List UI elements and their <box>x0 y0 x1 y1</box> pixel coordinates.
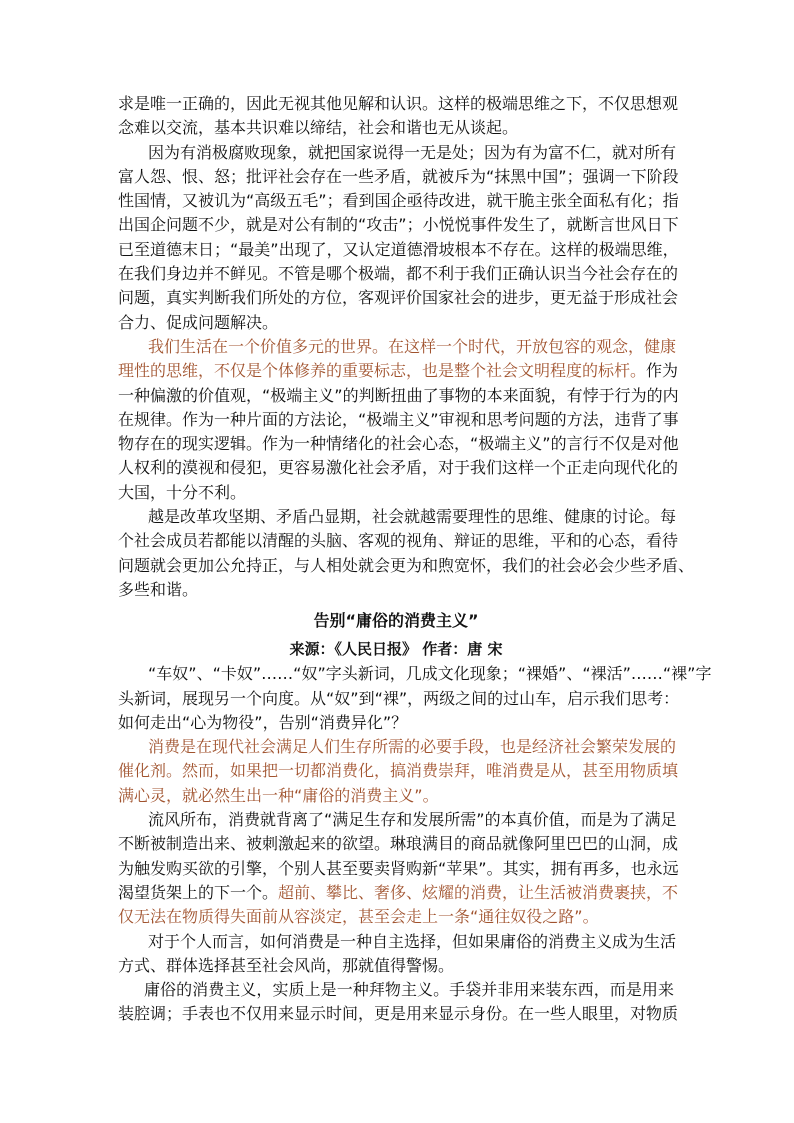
text-line: 念难以交流，基本共识难以缔结，社会和谐也无从谈起。 <box>118 118 519 138</box>
highlighted-text: 超前、攀比、奢侈、炫耀的消费，让生活被消费裹挟，不 <box>278 882 679 902</box>
text-line: 为触发购买欲的引擎，个别人甚至要卖肾购新“苹果”。其实，拥有再多，也永远 <box>118 858 679 878</box>
text-line: 头新词，展现另一个向度。从“奴”到“裸”，两级之间的过山车，启示我们思考： <box>118 688 680 708</box>
text-line: 富人怨、恨、怒；批评社会存在一些矛盾，就被斥为“抹黑中国”；强调一下阶段 <box>118 166 679 186</box>
text-line: 如何走出“心为物役”，告别“消费异化”？ <box>118 712 408 732</box>
highlighted-text: 理性的思维，不仅是个体修养的重要标志，也是整个社会文明程度的标杆。 <box>118 361 647 381</box>
text-line: 合力、促成问题解决。 <box>118 312 279 332</box>
text-line: 物存在的现实逻辑。作为一种情绪化的社会心态，“极端主义”的言行不仅是对他 <box>118 434 679 454</box>
text-line: 越是改革攻坚期、矛盾凸显期，社会就越需要理性的思维、健康的讨论。每 <box>148 507 677 527</box>
paragraph <box>118 662 712 735</box>
paragraph <box>118 735 679 808</box>
highlighted-text-line: 消费是在现代社会满足人们生存所需的必要手段，也是经济社会繁荣发展的 <box>148 737 677 757</box>
paragraph <box>118 92 679 141</box>
text-line: 性国情，又被讥为“高级五毛”；看到国企亟待改进，就干脆主张全面私有化；指 <box>118 191 679 211</box>
text-line: 已至道德末日；“最美”出现了，又认定道德滑坡根本不存在。这样的极端思维， <box>118 239 679 259</box>
text-line: 因为有消极腐败现象，就把国家说得一无是处；因为有为富不仁，就对所有 <box>148 142 677 162</box>
highlighted-text-line: 仅无法在物质得失面前从容淡定，甚至会走上一条“通往奴役之路”。 <box>118 907 599 927</box>
highlighted-text-line: 我们生活在一个价值多元的世界。在这样一个时代，开放包容的观念，健康 <box>148 336 677 356</box>
paragraph <box>118 505 695 602</box>
text-line: 问题就会更加公允持正，与人相处就会更为和煦宽怀，我们的社会必会少些矛盾、 <box>118 555 695 575</box>
paragraph <box>118 808 679 929</box>
text-line: 对于个人而言，如何消费是一种自主选择，但如果庸俗的消费主义成为生活 <box>148 931 677 951</box>
highlighted-text-line: 催化剂。然而，如果把一切都消费化，搞消费崇拜，唯消费是从，甚至用物质填 <box>118 761 679 781</box>
text-line: 多些和谐。 <box>118 579 199 599</box>
text-line: 在我们身边并不鲜见。不管是哪个极端，都不利于我们正确认识当今社会存在的 <box>118 264 679 284</box>
paragraph <box>118 335 679 505</box>
text-line: 个社会成员若都能以清醒的头脑、客观的视角、辩证的思维，平和的心态，看待 <box>118 531 679 551</box>
text-line: 出国企问题不少，就是对公有制的“攻击”；小悦悦事件发生了，就断言世风日下 <box>118 215 679 235</box>
paragraph <box>118 978 679 1027</box>
text-line: “车奴”、“卡奴”……“奴”字头新词，几成文化现象；“裸婚”、“裸活”……“裸”字 <box>148 664 712 684</box>
text-line <box>118 359 679 383</box>
highlighted-text-line: 满心灵，就必然生出一种“庸俗的消费主义”。 <box>118 785 439 805</box>
text-line: 问题，真实判断我们所处的方位，客观评价国家社会的进步，更无益于形成社会 <box>118 288 679 308</box>
text-line: 求是唯一正确的，因此无视其他见解和认识。这样的极端思维之下，不仅思想观 <box>118 94 679 113</box>
paragraph <box>118 930 677 979</box>
text-line: 大国，十分不利。 <box>118 482 247 502</box>
paragraph <box>118 141 679 335</box>
text-line: 一种偏激的价值观，“极端主义”的判断扭曲了事物的本来面貌，有悖于行为的内 <box>118 385 679 405</box>
document-page <box>118 92 712 1027</box>
article-byline: 来源：《人民日报》 作者：唐 宋 <box>289 640 503 659</box>
text-line: 在规律。作为一种片面的方法论，“极端主义”审视和思考问题的方法，违背了事 <box>118 409 679 429</box>
text-line: 不断被制造出来、被刺激起来的欲望。琳琅满目的商品就像阿里巴巴的山洞，成 <box>118 834 679 854</box>
text-span: 渴望货架上的下一个。 <box>118 882 279 902</box>
text-line: 装腔调；手表也不仅用来显示时间，更是用来显示身份。在一些人眼里，对物质 <box>118 1004 679 1024</box>
text-line <box>118 881 679 905</box>
text-span: 作为 <box>646 361 679 381</box>
text-line: 庸俗的消费主义，实质上是一种拜物主义。手袋并非用来装东西，而是用来 <box>144 980 674 1000</box>
text-line: 人权利的漠视和侵犯，更容易激化社会矛盾，对于我们这样一个正走向现代化的 <box>118 458 679 478</box>
article-title: 告别“庸俗的消费主义” <box>313 611 479 631</box>
text-line: 方式、群体选择甚至社会风尚，那就值得警惕。 <box>118 955 455 975</box>
text-line: 流风所布，消费就背离了“满足生存和发展所需”的本真价值，而是为了满足 <box>148 810 677 830</box>
